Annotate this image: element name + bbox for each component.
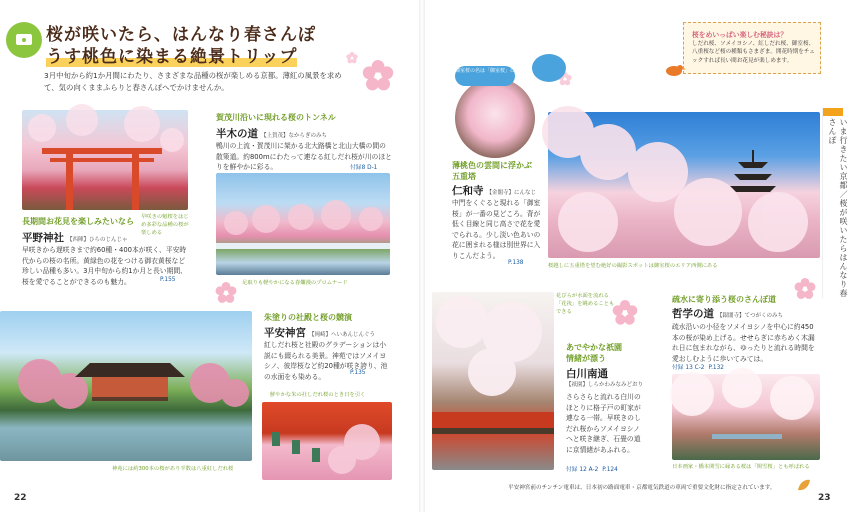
heian-shrine-photo xyxy=(0,311,252,461)
spot-name-text: 白川南通 xyxy=(566,368,608,380)
ninnaji-circle-photo xyxy=(455,78,535,158)
sakura-flower-icon xyxy=(794,278,816,300)
spot-name xyxy=(22,230,128,245)
page-number-right: 23 xyxy=(818,493,831,503)
page-ref-text: P.155 xyxy=(160,277,176,283)
spot-name xyxy=(566,366,608,381)
spot-description: 疏水沿いの小径をソメイヨシノを中心に約450本の桜が染め上げる。せせらぎに赤ちめく木漏れ日に包まれながら、ゆったりと流れる時間を愛おしむように歩いてみては。 xyxy=(672,323,815,363)
photo-caption: 鮮やかな朱の社しだれ桜のとき日を引く xyxy=(270,392,366,398)
torii-gate-illustration xyxy=(22,110,188,210)
spot-name xyxy=(216,126,327,141)
spot-name-text: 平野神社 xyxy=(22,232,64,244)
spot-name-text: 仁和寺 xyxy=(452,185,484,197)
page-reference[interactable] xyxy=(508,260,528,266)
spot-area: 【西陣】 xyxy=(67,237,90,243)
photo-caption: 早咲きの魁桜をはじめ多彩な品種の桜が楽しめる xyxy=(141,214,189,236)
tetsugaku-path-photo xyxy=(672,374,820,460)
page-title-line2-text: うす桃色に染まる絶景トリップ xyxy=(46,47,298,67)
spot-catchphrase: 賀茂川沿いに現れる桜のトンネル xyxy=(216,113,336,122)
machiya-illustration xyxy=(432,292,554,470)
photo-caption: 神苑には約300本の桜があり半数は八重紅しだれ桜 xyxy=(112,466,234,472)
spot-catchphrase: 疏水に寄り添う桜のさんぽ道 xyxy=(672,295,776,304)
tip-box xyxy=(683,22,821,74)
shirakawa-photo xyxy=(432,292,554,470)
spot-description: 紅しだれ桜と社殿のグラデーションは小説にも綴られる美景。神苑ではソメイヨシノ、彼岸桜など約20種が咲き誇り、池の水面をも染める。 xyxy=(264,341,388,381)
map-reference[interactable] xyxy=(566,464,622,473)
spot-description: 中門をくぐると現れる「御室桜」が一番の見どころ。背が低く目線と同じ高さで花を愛でられる。少し淡い色あいの花に囲まれる様は別世界に入りこんだよう。 xyxy=(452,199,541,260)
photo-caption: 日本画家・橋本関雪に縁ある桜は「関雪桜」とも呼ばれる xyxy=(672,464,810,470)
spot-name xyxy=(264,325,375,340)
map-reference[interactable] xyxy=(672,362,728,371)
spot-reading: にんなじ xyxy=(514,190,537,196)
photo-caption: 桜越しに五重塔を望む絶好の撮影スポットは御室桜のエリア西側にある xyxy=(548,263,718,269)
page-ref-text: P.135 xyxy=(350,370,366,376)
lead-text: 3月中旬から約1か月間にわたり、さまざまな品種の桜が楽しめる京都。薄紅の風景を求めて、気の向くままふらりと春さんぽへでかけませんか。 xyxy=(44,71,342,92)
tip-text: しだれ桜、ソメイヨシノ、紅しだれ桜、御室桜、八重桜など桜の種類もさまざま。開花時期をチェックすれば長い間お花見が楽しめます。 xyxy=(692,41,815,64)
map-reference[interactable] xyxy=(350,162,381,171)
tip-title: 桜をめいっぱい楽しむ秘訣は？ xyxy=(692,31,788,39)
sakura-flower-icon xyxy=(362,60,394,92)
spot-name xyxy=(452,183,536,198)
river-cherry-illustration xyxy=(216,173,390,275)
lantern-illustration xyxy=(262,402,392,480)
ninnaji-pagoda-photo xyxy=(548,112,820,258)
spot-reading: なからぎのみち xyxy=(288,133,328,139)
bird-icon xyxy=(662,62,684,78)
page-ref-text: P.132 xyxy=(708,365,724,371)
spot-reading: しらかわみなみどおり xyxy=(588,382,644,388)
page-reference[interactable] xyxy=(160,277,180,283)
spot-area: 【金閣寺】 xyxy=(486,190,515,196)
info-bubble: 御室桜の名は「御室桜」に xyxy=(455,66,515,86)
spot-catchphrase: 薄桃色の雲間に浮かぶ五重塔 xyxy=(452,161,532,181)
page-title-line2 xyxy=(46,42,297,67)
page-reference[interactable] xyxy=(350,370,370,376)
hirano-shrine-photo xyxy=(22,110,188,210)
hangi-path-photo xyxy=(216,173,390,275)
page-ref-text: P.138 xyxy=(508,260,524,266)
spot-name-text: 半木の道 xyxy=(216,128,258,140)
side-tab-label: いま行きたい京都／桜が咲いたらはんなり春さんぽ xyxy=(828,118,848,298)
page-ref-text: P.124 xyxy=(602,467,618,473)
map-ref-text: 付録 13 C-2 xyxy=(672,365,705,371)
camera-icon xyxy=(6,22,42,58)
page-number-left: 22 xyxy=(14,493,27,503)
footnote: 平安神宮前のチンチン電車は、日本初の路面電車・京都電気鉄道の車両で重要文化財に指定されています。 xyxy=(508,485,776,491)
spot-reading: へいあんじんぐう xyxy=(331,332,376,338)
sakura-flower-icon xyxy=(215,282,237,304)
pagoda-illustration xyxy=(548,112,820,258)
side-tab-marker xyxy=(823,108,843,116)
spot-reading: てつがくのみち xyxy=(744,313,784,319)
sakura-flower-icon xyxy=(346,52,358,64)
spot-reading-line xyxy=(566,380,643,388)
spot-area: 【上賀茂】 xyxy=(261,133,289,139)
canal-cherry-illustration xyxy=(672,374,820,460)
map-ref-text: 付録8 D-1 xyxy=(350,165,378,171)
map-ref-text: 付録 12 A-2 xyxy=(566,467,599,473)
info-bubble-small xyxy=(532,54,566,82)
spot-catchphrase: 朱塗りの社殿と桜の競演 xyxy=(264,313,352,322)
spot-name xyxy=(672,306,783,321)
page-title-line1: 桜が咲いたら、はんなり春さんぽ xyxy=(46,25,316,45)
spot-area: 【岡崎】 xyxy=(309,332,332,338)
leaf-icon xyxy=(796,478,812,492)
spot-area: 【祇園】 xyxy=(566,382,589,388)
spot-name-text: 哲学の道 xyxy=(672,308,714,320)
spot-name-text: 平安神宮 xyxy=(264,327,306,339)
heian-corridor-photo xyxy=(262,402,392,480)
spot-description: さらさらと流れる白川のほとりに格子戸の町家が連なる一帯。早咲きのしだれ桜からソメイヨシノへと咲き継ぎ、石畳の道に京情緒があふれる。 xyxy=(566,393,641,454)
spot-area: 【銀閣寺】 xyxy=(717,313,745,319)
shrine-pond-illustration xyxy=(0,311,252,461)
photo-caption: 花びらが水面を流れる「花筏」を眺めることもできる xyxy=(556,293,615,315)
page-gutter xyxy=(419,0,425,512)
section-side-tab xyxy=(822,108,848,298)
spot-catchphrase: あでやかな祇園情緒が漂う xyxy=(566,343,622,363)
spot-reading: ひらのじんじゃ xyxy=(89,237,128,243)
spot-description: 早咲きから遅咲きまで約60種・400本が咲く、平安時代からの桜の名所。黄緑色の花をつける御衣黄桜など珍しい品種も多い。3月中旬から約1か月と長い期間、桜を愛でることができるのも魅力。 xyxy=(22,246,187,286)
photo-caption: 足取りも軽やかになる春爛漫のプロムナード xyxy=(242,280,348,286)
spot-description: 鴨川の上流・賀茂川に架かる北大路橋と北山大橋の間の散策道。約800mにわたって連なる紅しだれ桜が川のほとりを鮮やかに彩る。 xyxy=(216,142,392,171)
spot-catchphrase: 長期間お花見を楽しみたいなら xyxy=(22,217,134,226)
